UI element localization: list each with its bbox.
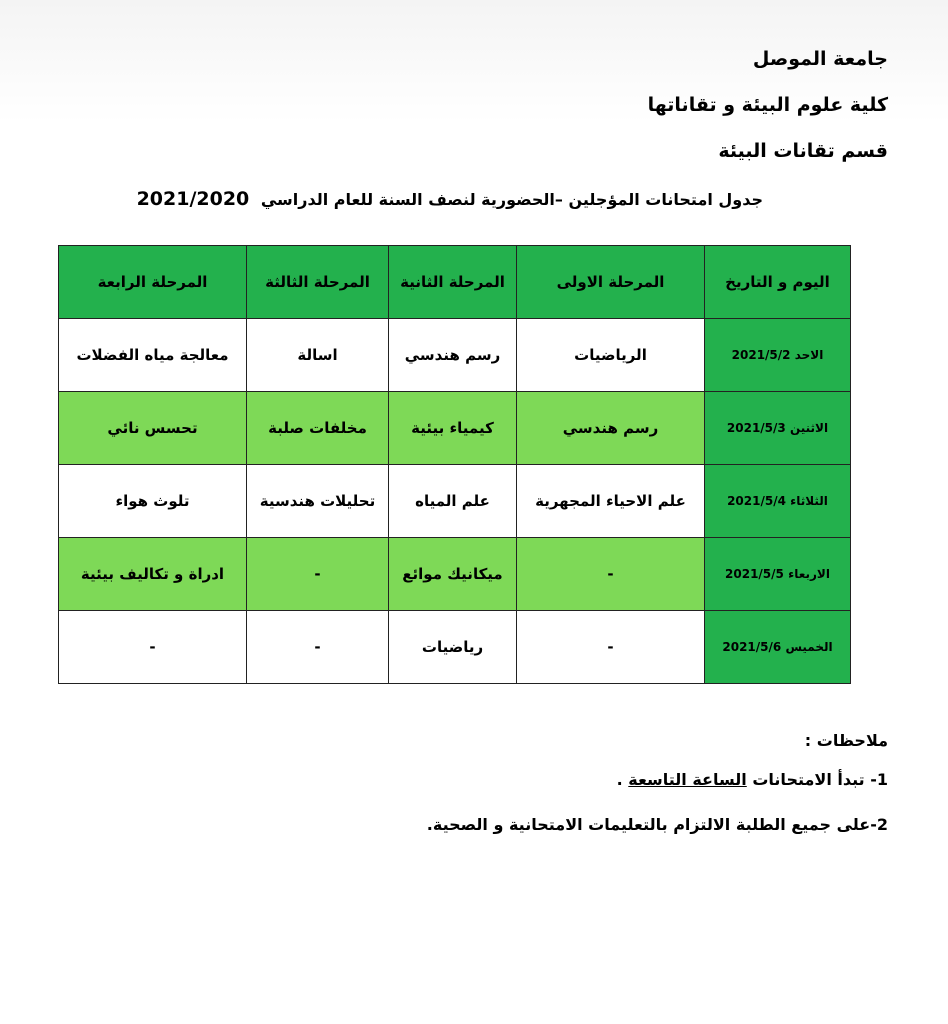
note-1 [617,770,888,789]
table-row [59,392,851,465]
subject-cell: - [59,611,247,684]
note-2: 2-على جميع الطلبة الالتزام بالتعليمات الامتحانية و الصحية. [426,815,888,834]
subject-cell: معالجة مياه الفضلات [59,319,247,392]
date-label: 2021/5/3 [726,421,786,435]
subject-cell: الرياضيات [517,319,705,392]
subject-cell: ميكانيك موائع [389,538,517,611]
header-stage-1: المرحلة الاولى [517,246,705,319]
note-1-prefix: 1- تبدأ الامتحانات [746,770,888,789]
table-row [59,538,851,611]
title-year: 2021/2020 [136,188,250,210]
subject-cell: - [247,611,389,684]
day-label: الاثنين [789,421,829,435]
header-day-date: اليوم و التاريخ [705,246,851,319]
header-stage-3: المرحلة الثالثة [247,246,389,319]
day-date-cell [705,319,851,392]
table-row [59,465,851,538]
department-name: قسم تقانات البيئة [718,140,888,162]
subject-cell: علم المياه [389,465,517,538]
subject-cell: رسم هندسي [517,392,705,465]
subject-cell: ادراة و تكاليف بيئية [59,538,247,611]
table-header-row [59,246,851,319]
subject-cell: اسالة [247,319,389,392]
day-date-cell [705,611,851,684]
date-label: 2021/5/6 [722,640,782,654]
subject-cell: - [517,538,705,611]
day-label: الثلاثاء [790,494,828,508]
day-label: الاربعاء [788,567,830,581]
title-text: جدول امتحانات المؤجلين –الحضورية لنصف السنة للعام الدراسي [260,190,763,209]
college-name: كلية علوم البيئة و تقاناتها [647,94,888,116]
day-date-cell [705,392,851,465]
university-name: جامعة الموصل [752,48,888,70]
note-1-suffix: . [616,770,629,789]
table-row [59,319,851,392]
date-label: 2021/5/5 [725,567,784,581]
subject-cell: تحليلات هندسية [247,465,389,538]
subject-cell: تحسس نائي [59,392,247,465]
day-date-cell [705,538,851,611]
subject-cell: تلوث هواء [59,465,247,538]
subject-cell: - [247,538,389,611]
day-label: الخميس [785,640,833,654]
document-title [137,188,763,210]
day-date-cell [705,465,851,538]
header-stage-4: المرحلة الرابعة [59,246,247,319]
subject-cell: مخلفات صلبة [247,392,389,465]
note-1-highlight: الساعة التاسعة [628,770,747,789]
date-label: 2021/5/4 [727,494,786,508]
subject-cell: - [517,611,705,684]
subject-cell: علم الاحياء المجهرية [517,465,705,538]
subject-cell: كيمياء بيئية [389,392,517,465]
day-label: الاحد [794,348,824,362]
date-label: 2021/5/2 [731,348,791,362]
exam-schedule-table [58,245,851,684]
subject-cell: رياضيات [389,611,517,684]
header-stage-2: المرحلة الثانية [389,246,517,319]
notes-title: ملاحظات : [804,731,888,750]
table-row [59,611,851,684]
subject-cell: رسم هندسي [389,319,517,392]
